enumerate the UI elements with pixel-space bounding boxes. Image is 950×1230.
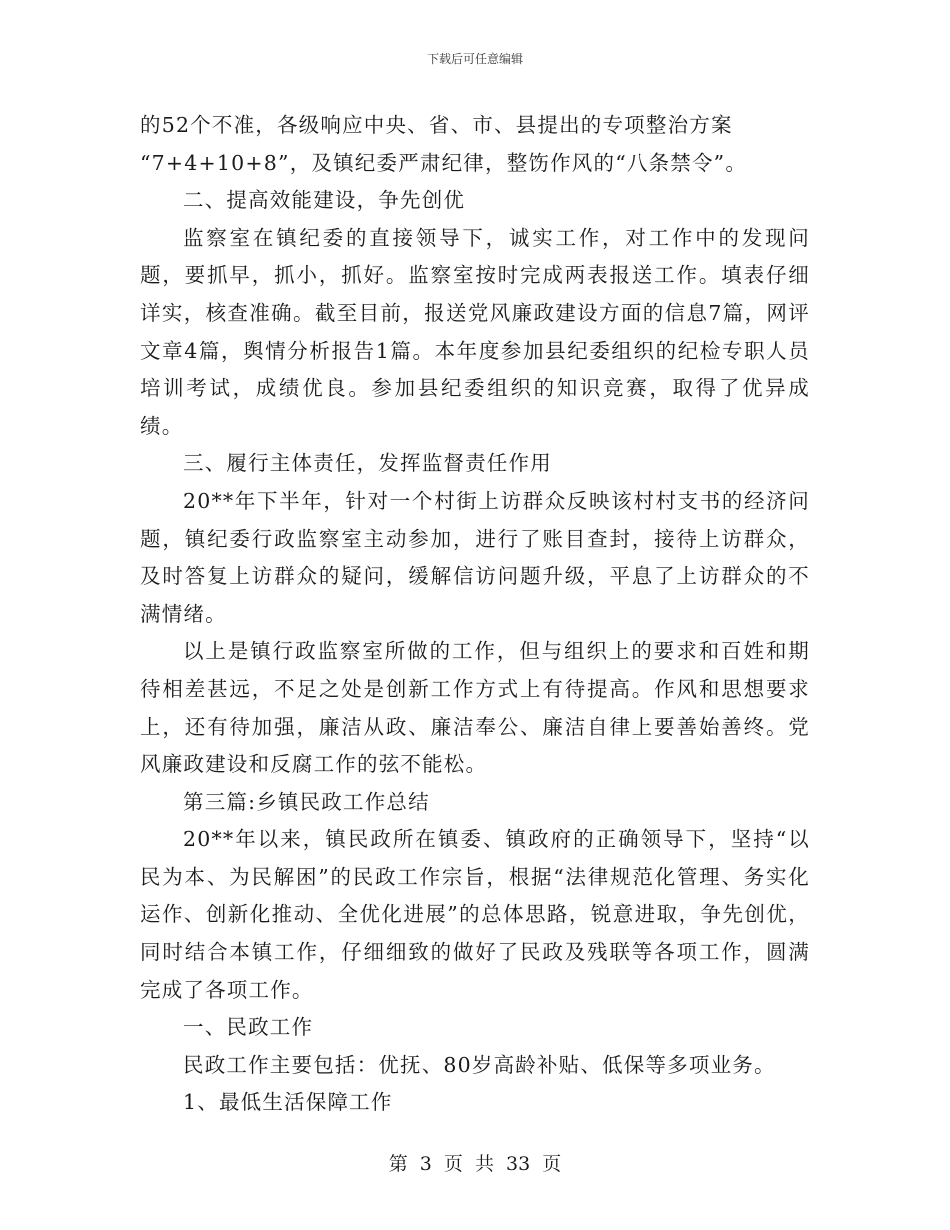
page-header: 下载后可任意编辑 (426, 52, 523, 66)
section-heading-2: 二、提高效能建设，争先创优 (183, 188, 466, 213)
paragraph-3: 监察室在镇纪委的直接领导下，诚实工作，对工作中的发现问题，要抓早，抓小，抓好。监察室按时完成两表报送工作。填表仔细详实，核查准确。截至目前，报送党风廉政建设方面的信息7篇，网评文章4篇，舆情分析报告1篇。本年度参加县纪委组织的纪检专职人员培训考试，成绩优良。参加县纪委组织的知识竞赛，取得了优异成绩。 (140, 225, 810, 438)
section-heading-3: 三、履行主体责任，发挥监督责任作用 (183, 451, 552, 476)
paragraph-2: “7+4+10+8”，及镇纪委严肃纪律，整饬作风的“八条禁令”。 (140, 150, 748, 175)
page-footer: 第 3 页 共 33 页 (388, 1153, 562, 1175)
chapter-title: 第三篇:乡镇民政工作总结 (183, 789, 430, 814)
paragraph-6: 20**年以来，镇民政所在镇委、镇政府的正确领导下，坚持“以民为本、为民解困”的民政工作宗旨，根据“法律规范化管理、务实化运作、创新化推动、全优化进展”的总体思路，锐意进取，争先创优，同时结合本镇工作，仔细细致的做好了民政及残联等各项工作，圆满完成了各项工作。 (140, 827, 810, 1002)
paragraph-4: 20**年下半年，针对一个村街上访群众反映该村村支书的经济问题，镇纪委行政监察室主动参加，进行了账目查封，接待上访群众，及时答复上访群众的疑问，缓解信访问题升级，平息了上访群众的不满情绪。 (140, 488, 810, 626)
section-heading-1: 一、民政工作 (183, 1015, 314, 1040)
paragraph-1: 的52个不准，各级响应中央、省、市、县提出的专项整治方案 (140, 113, 733, 137)
paragraph-7: 民政工作主要包括：优抚、80岁高龄补贴、低保等多项业务。 (183, 1052, 776, 1077)
paragraph-5: 以上是镇行政监察室所做的工作，但与组织上的要求和百姓和期待相差甚远，不足之处是创新工作方式上有待提高。作风和思想要求上，还有待加强，廉洁从政、廉洁奉公、廉洁自律上要善始善终。党风廉政建设和反腐工作的弦不能松。 (140, 639, 810, 777)
subsection-heading-1: 1、最低生活保障工作 (183, 1090, 393, 1115)
document-body (140, 107, 810, 1122)
